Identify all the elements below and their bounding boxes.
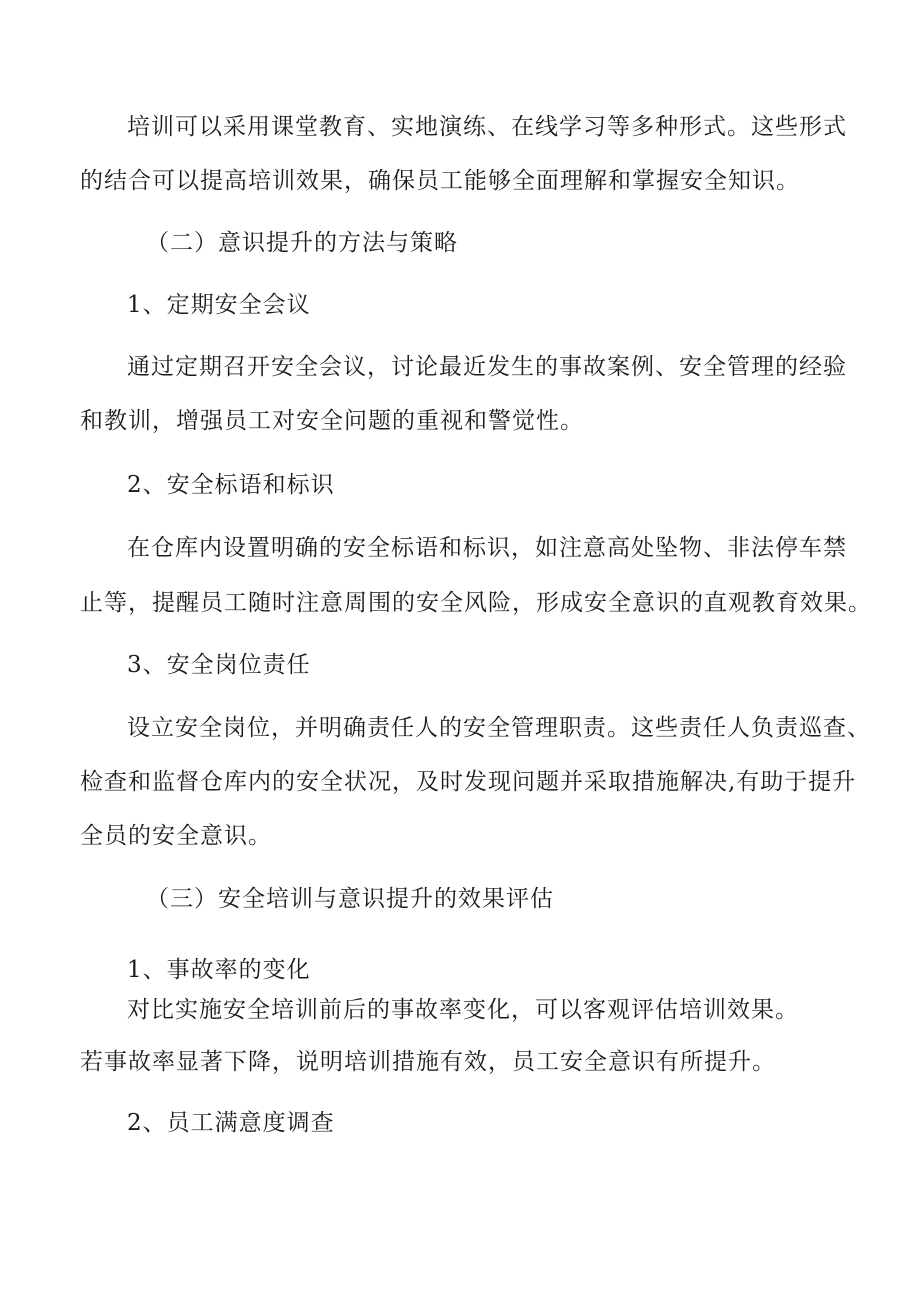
subsection-heading: 3、安全岗位责任 <box>127 652 311 678</box>
subsection-heading: 2、安全标语和标识 <box>127 472 335 498</box>
paragraph-line: 全员的安全意识。 <box>80 823 272 849</box>
paragraph-line: 通过定期召开安全会议，讨论最近发生的事故案例、安全管理的经验 <box>127 354 847 380</box>
paragraph-line: 培训可以采用课堂教育、实地演练、在线学习等多种形式。这些形式 <box>127 114 847 140</box>
paragraph-line: 止等，提醒员工随时注意周围的安全风险，形成安全意识的直观教育效果。 <box>80 590 872 616</box>
subsection-heading: 1、定期安全会议 <box>127 292 311 318</box>
section-heading: （二）意识提升的方法与策略 <box>146 230 458 256</box>
paragraph-line: 在仓库内设置明确的安全标语和标识，如注意高处坠物、非法停车禁 <box>127 535 847 561</box>
section-heading: （三）安全培训与意识提升的效果评估 <box>146 886 554 912</box>
paragraph-line: 设立安全岗位，并明确责任人的安全管理职责。这些责任人负责巡查、 <box>127 715 871 741</box>
paragraph-line: 检查和监督仓库内的安全状况，及时发现问题并采取措施解决,有助于提升 <box>80 769 857 795</box>
paragraph-line: 和教训，增强员工对安全问题的重视和警觉性。 <box>80 408 584 434</box>
paragraph-line: 对比实施安全培训前后的事故率变化，可以客观评估培训效果。 <box>127 997 799 1023</box>
paragraph-line: 的结合可以提高培训效果，确保员工能够全面理解和掌握安全知识。 <box>80 168 800 194</box>
paragraph-line: 若事故率显著下降，说明培训措施有效，员工安全意识有所提升。 <box>80 1049 776 1075</box>
subsection-heading: 2、员工满意度调查 <box>127 1110 335 1136</box>
subsection-heading: 1、事故率的变化 <box>127 957 311 983</box>
